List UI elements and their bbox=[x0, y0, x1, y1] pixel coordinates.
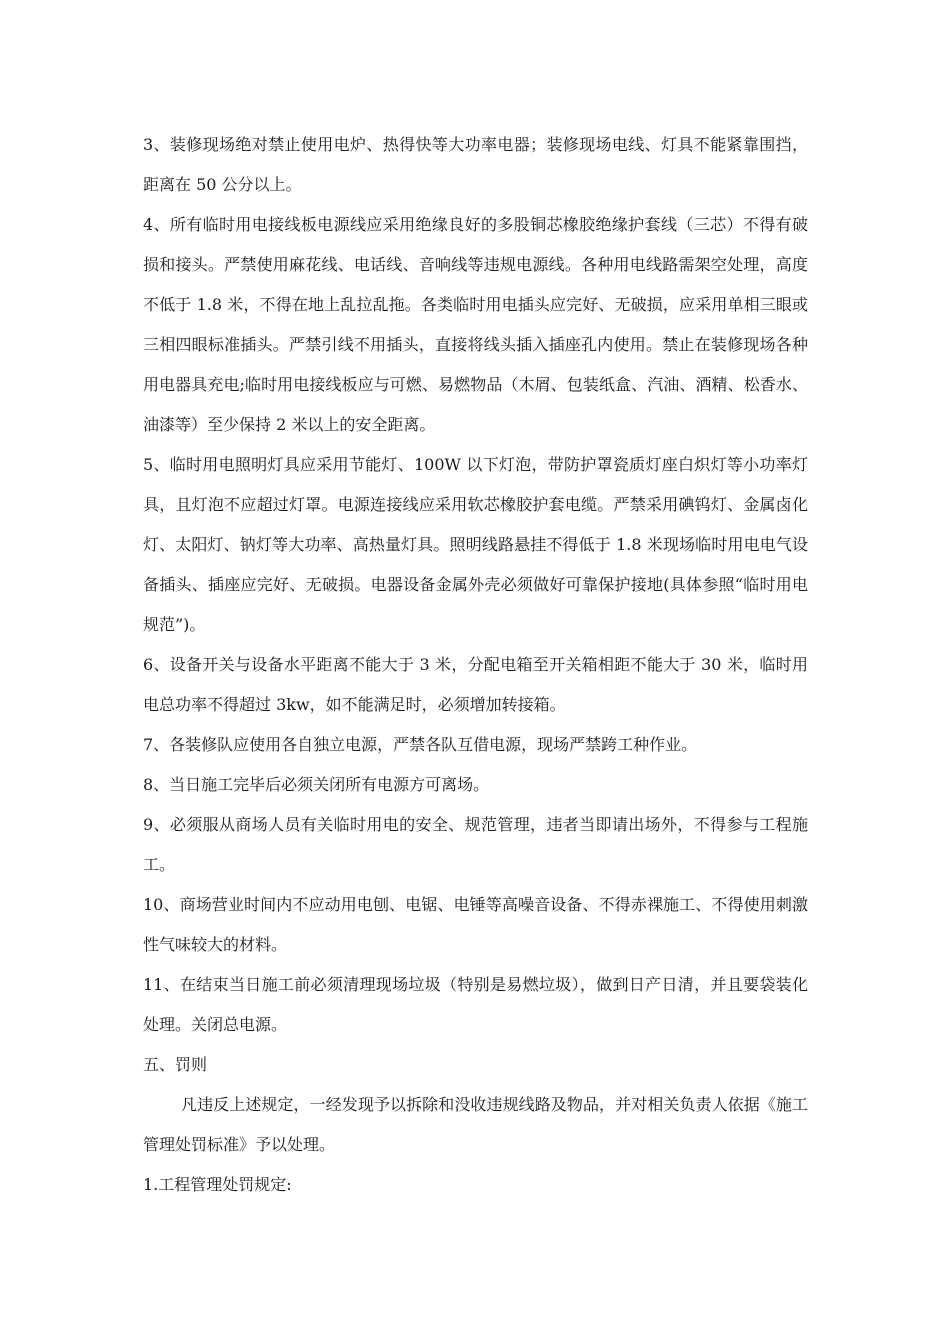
paragraph-item-10: 10、商场营业时间内不应动用电刨、电锯、电锤等高噪音设备、不得赤裸施工、不得使用刺激性气味较大的材料。 bbox=[143, 895, 808, 954]
penalty-paragraph: 凡违反上述规定，一经发现予以拆除和没收违规线路及物品，并对相关负责人依据《施工管理处罚标准》予以处理。 bbox=[143, 1095, 808, 1154]
paragraph-item-9: 9、必须服从商场人员有关临时用电的安全、规范管理，违者当即请出场外，不得参与工程施工。 bbox=[143, 815, 808, 874]
paragraph-item-6: 6、设备开关与设备水平距离不能大于 3 米，分配电箱至开关箱相距不能大于 30 米，临时用电总功率不得超过 3kw，如不能满足时，必须增加转接箱。 bbox=[143, 655, 808, 714]
section-heading-penalties: 五、罚则 bbox=[143, 1055, 208, 1074]
paragraph-item-3: 3、装修现场绝对禁止使用电炉、热得快等大功率电器；装修现场电线、灯具不能紧靠围挡，距离在 50 公分以上。 bbox=[143, 135, 808, 194]
paragraph-item-7: 7、各装修队应使用各自独立电源，严禁各队互借电源，现场严禁跨工种作业。 bbox=[143, 735, 698, 754]
paragraph-item-4: 4、所有临时用电接线板电源线应采用绝缘良好的多股铜芯橡胶绝缘护套线（三芯）不得有破损和接头。严禁使用麻花线、电话线、音响线等违规电源线。各种用电线路需架空处理，高度不低于 1.8 米，不得在地上乱拉乱拖。各类临时用电插头应完好、无破损，应采用单相三眼或三相四眼标准插头。严禁引线不用插头，直接将线头插入插座孔内使用。禁止在装修现场各种用电器具充电;临时用电接线板应与可燃、易燃物品（木屑、包装纸盒、汽油、酒精、松香水、油漆等）至少保持 2 米以上的安全距离。 bbox=[143, 215, 808, 434]
paragraph-item-5: 5、临时用电照明灯具应采用节能灯、100W 以下灯泡，带防护罩瓷质灯座白炽灯等小功率灯具，且灯泡不应超过灯罩。电源连接线应采用软芯橡胶护套电缆。严禁采用碘钨灯、金属卤化灯、太阳灯、钠灯等大功率、高热量灯具。照明线路悬挂不得低于 1.8 米现场临时用电电气设备插头、插座应完好、无破损。电器设备金属外壳必须做好可靠保护接地(具体参照“临时用电规范”)。 bbox=[143, 455, 808, 634]
document-body bbox=[143, 125, 808, 1205]
paragraph-item-8: 8、当日施工完毕后必须关闭所有电源方可离场。 bbox=[143, 775, 490, 794]
subsection-heading-engineering-penalty: 1.工程管理处罚规定: bbox=[143, 1175, 292, 1194]
paragraph-item-11: 11、在结束当日施工前必须清理现场垃圾（特别是易燃垃圾），做到日产日清，并且要袋装化处理。关闭总电源。 bbox=[143, 975, 808, 1034]
